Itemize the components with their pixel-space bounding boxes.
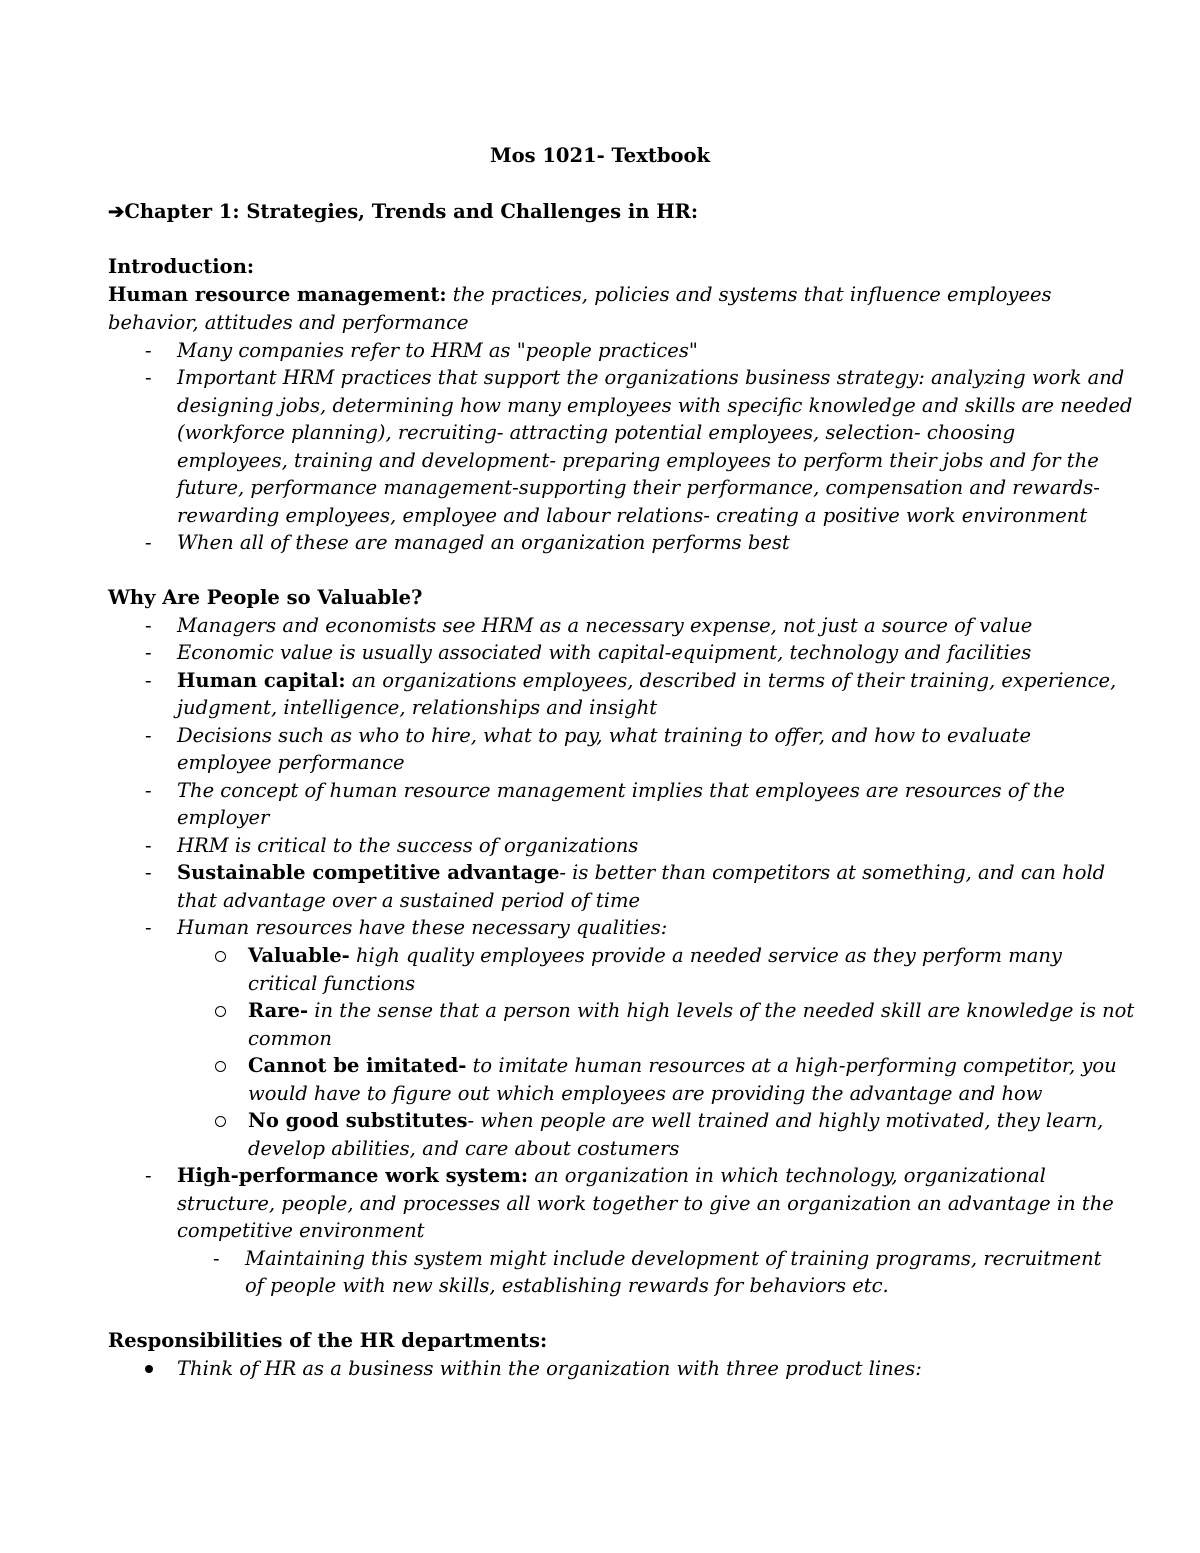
list-item: HRM is critical to the success of organizations bbox=[177, 834, 639, 857]
list-item: Think of HR as a business within the organization with three product lines: bbox=[177, 1357, 922, 1380]
term: Cannot be imitated- bbox=[248, 1054, 467, 1077]
list-item-continued: future, performance management-supporting their performance, compensation and rewards- bbox=[177, 476, 1100, 499]
list-item-continued: rewarding employees, employee and labour relations- creating a positive work environment bbox=[177, 504, 1088, 527]
definition-text: the practices, policies and systems that influence employees bbox=[446, 283, 1052, 306]
sub-list-item bbox=[248, 1052, 1117, 1080]
sub-list-item bbox=[248, 942, 1062, 970]
term-definition: an organization in which technology, organizational bbox=[528, 1164, 1046, 1187]
dash-marker: - bbox=[213, 1247, 220, 1270]
sub-list-item-continued: would have to figure out which employees are providing the advantage and how bbox=[248, 1082, 1043, 1105]
dash-marker: - bbox=[145, 669, 152, 692]
term-definition: high quality employees provide a needed service as they perform many bbox=[349, 944, 1062, 967]
section-heading-why: Why Are People so Valuable? bbox=[108, 586, 423, 609]
term-definition: an organizations employees, described in terms of their training, experience, bbox=[345, 669, 1117, 692]
sub-list-item-continued: critical functions bbox=[248, 972, 416, 995]
hollow-bullet-icon bbox=[215, 951, 226, 962]
dash-marker: - bbox=[145, 779, 152, 802]
document-title: Mos 1021- Textbook bbox=[490, 144, 710, 167]
definition-term: Human resource management: bbox=[108, 283, 447, 306]
term: Rare- bbox=[248, 999, 309, 1022]
list-item: The concept of human resource management implies that employees are resources of the bbox=[177, 779, 1065, 802]
dash-marker: - bbox=[145, 339, 152, 362]
sub-list-item-continued: common bbox=[248, 1027, 332, 1050]
list-item: Economic value is usually associated with capital-equipment, technology and facilities bbox=[177, 641, 1032, 664]
term-definition: - when people are well trained and highly motivated, they learn, bbox=[467, 1109, 1104, 1132]
list-item-continued: designing jobs, determining how many employees with specific knowledge and skills are needed bbox=[177, 394, 1133, 417]
chapter-heading-text: Chapter 1: Strategies, Trends and Challenges in HR: bbox=[124, 200, 699, 223]
list-item-continued: employer bbox=[177, 806, 270, 829]
term-definition: - is better than competitors at something, and can hold bbox=[559, 861, 1106, 884]
section-heading-responsibilities: Responsibilities of the HR departments: bbox=[108, 1329, 548, 1352]
hollow-bullet-icon bbox=[215, 1006, 226, 1017]
hollow-bullet-icon bbox=[215, 1116, 226, 1127]
right-arrow-icon: ➔ bbox=[108, 200, 125, 223]
list-item-continued: competitive environment bbox=[177, 1219, 425, 1242]
dash-marker: - bbox=[145, 614, 152, 637]
list-item bbox=[177, 1162, 1046, 1190]
term: Valuable- bbox=[248, 944, 350, 967]
list-item-continued: judgment, intelligence, relationships and insight bbox=[177, 696, 658, 719]
list-item-continued: (workforce planning), recruiting- attracting potential employees, selection- choosing bbox=[177, 421, 1016, 444]
dash-marker: - bbox=[145, 366, 152, 389]
dash-marker: - bbox=[145, 531, 152, 554]
term: Human capital: bbox=[177, 669, 346, 692]
list-item-continued: employee performance bbox=[177, 751, 405, 774]
term: Sustainable competitive advantage bbox=[177, 861, 560, 884]
definition-hrm bbox=[108, 281, 1052, 309]
list-item: Managers and economists see HRM as a necessary expense, not just a source of value bbox=[177, 614, 1033, 637]
list-item-continued: structure, people, and processes all work together to give an organization an advantage in the bbox=[177, 1192, 1114, 1215]
sub-list-item bbox=[248, 1107, 1103, 1135]
list-item-continued: employees, training and development- preparing employees to perform their jobs and for the bbox=[177, 449, 1099, 472]
term-definition: in the sense that a person with high levels of the needed skill are knowledge is not bbox=[308, 999, 1135, 1022]
sub-list-item bbox=[248, 997, 1134, 1025]
term: No good substitutes bbox=[248, 1109, 468, 1132]
sub-list-item-continued: of people with new skills, establishing rewards for behaviors etc. bbox=[245, 1274, 889, 1297]
list-item: Human resources have these necessary qualities: bbox=[177, 916, 668, 939]
list-item bbox=[177, 667, 1116, 695]
list-item: Important HRM practices that support the organizations business strategy: analyzing work and bbox=[177, 366, 1125, 389]
hollow-bullet-icon bbox=[215, 1061, 226, 1072]
definition-text-continued: behavior, attitudes and performance bbox=[108, 311, 469, 334]
chapter-heading bbox=[108, 198, 698, 226]
term-definition: to imitate human resources at a high-performing competitor, you bbox=[466, 1054, 1117, 1077]
section-heading-introduction: Introduction: bbox=[108, 255, 255, 278]
dash-marker: - bbox=[145, 724, 152, 747]
sub-list-item: Maintaining this system might include development of training programs, recruitment bbox=[245, 1247, 1102, 1270]
list-item bbox=[177, 859, 1105, 887]
bullet-dot-icon bbox=[145, 1365, 153, 1373]
list-item-continued: that advantage over a sustained period of time bbox=[177, 889, 641, 912]
dash-marker: - bbox=[145, 861, 152, 884]
sub-list-item-continued: develop abilities, and care about costumers bbox=[248, 1137, 680, 1160]
list-item: When all of these are managed an organization performs best bbox=[177, 531, 790, 554]
dash-marker: - bbox=[145, 834, 152, 857]
list-item: Many companies refer to HRM as "people practices" bbox=[177, 339, 698, 362]
term: High-performance work system: bbox=[177, 1164, 529, 1187]
dash-marker: - bbox=[145, 641, 152, 664]
list-item: Decisions such as who to hire, what to pay, what training to offer, and how to evaluate bbox=[177, 724, 1032, 747]
dash-marker: - bbox=[145, 916, 152, 939]
dash-marker: - bbox=[145, 1164, 152, 1187]
